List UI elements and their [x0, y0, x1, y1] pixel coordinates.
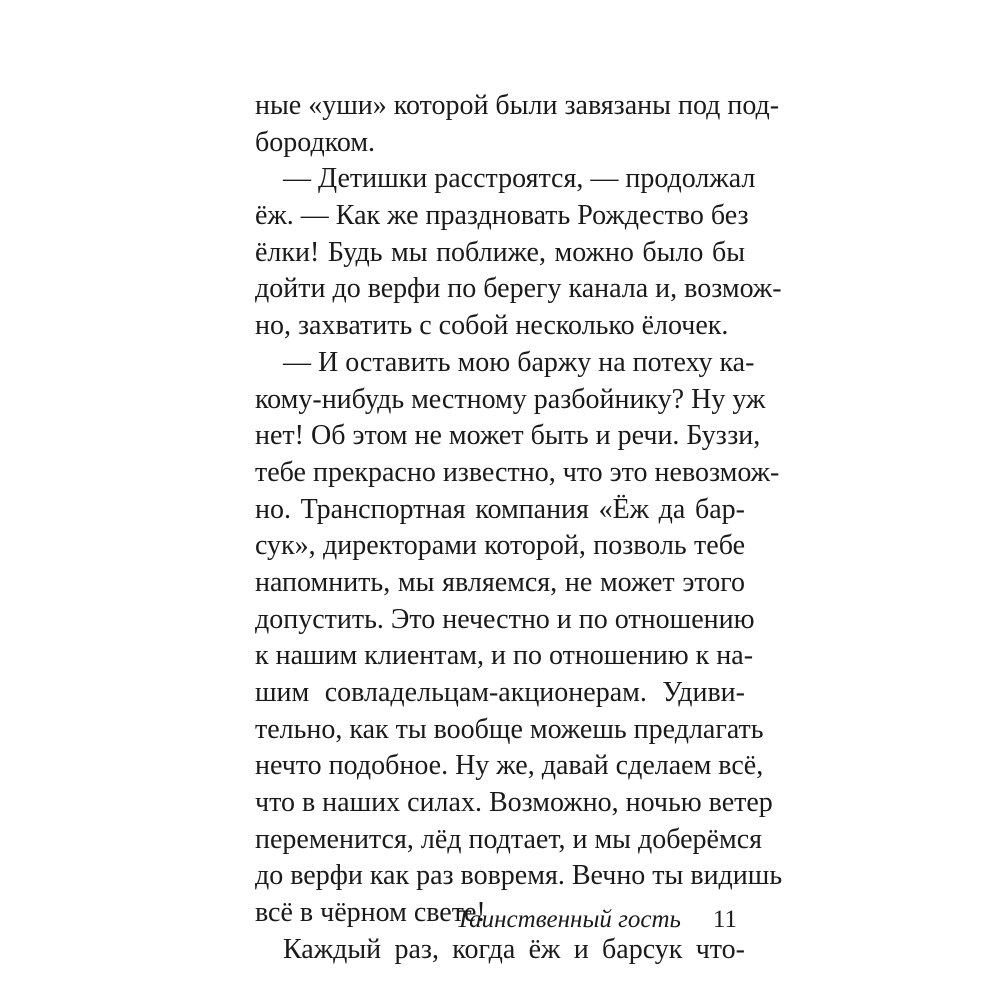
- text-line: напомнить, мы являемся, не может этого: [255, 566, 745, 598]
- text-line: тельно, как ты вообще можешь предлагать: [255, 713, 764, 745]
- text-line: кому-нибудь местному разбойнику? Ну уж: [255, 383, 766, 415]
- text-line: переменится, лёд подтает, и мы доберёмся: [255, 823, 762, 855]
- text-line: тебе прекрасно известно, что это невозмож-: [255, 456, 780, 488]
- text-line: бородком.: [255, 126, 376, 158]
- text-line: но. Транспортная компания «Ёж да бар-: [255, 493, 745, 525]
- text-line: ные «уши» которой были завязаны под под-: [255, 90, 780, 121]
- page-footer: [255, 903, 737, 937]
- text-line: шим совладельцам-акционерам. Удиви-: [255, 677, 745, 708]
- text-line: сук», директорами которой, позволь тебе: [255, 530, 745, 562]
- text-line: до верфи как раз вовремя. Вечно ты видишь: [255, 860, 783, 892]
- text-line: Каждый раз, когда ёж и барсук что-: [283, 933, 745, 965]
- text-line: нет! Об этом не может быть и речи. Буззи,: [255, 420, 761, 452]
- text-line: к нашим клиентам, и по отношению к на-: [255, 640, 754, 672]
- text-line: ёж. — Как же праздновать Рождество без: [255, 200, 749, 232]
- page-number: 11: [712, 906, 737, 933]
- running-title: Таинственный гость: [456, 906, 681, 933]
- text-line: но, захватить с собой несколько ёлочек.: [255, 310, 729, 342]
- text-line: допустить. Это нечестно и по отношению: [255, 603, 755, 635]
- body-text: [255, 88, 783, 969]
- text-line: — Детишки расстроятся, — продолжал: [283, 163, 756, 195]
- text-line: всё в чёрном свете!: [255, 897, 486, 929]
- text-line: дойти до верфи по берегу канала и, возмож-: [255, 273, 782, 305]
- text-line: — И оставить мою баржу на потеху ка-: [283, 346, 755, 378]
- text-line: что в наших силах. Возможно, ночью ветер: [255, 787, 773, 819]
- text-line: нечто подобное. Ну же, давай сделаем всё,: [255, 750, 764, 782]
- text-line: ёлки! Будь мы поближе, можно было бы: [255, 236, 745, 268]
